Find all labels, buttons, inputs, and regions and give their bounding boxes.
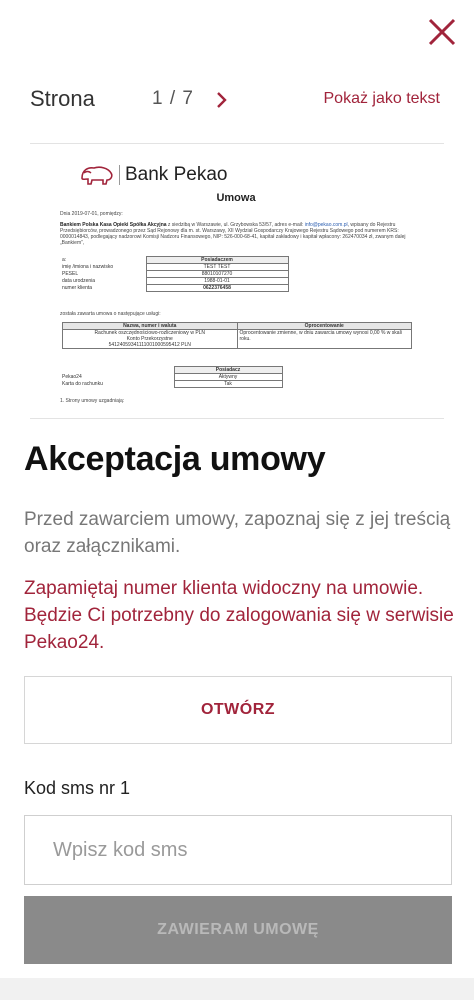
show-as-text-link[interactable]: Pokaż jako tekst bbox=[323, 90, 440, 107]
accept-contract-button[interactable]: ZAWIERAM UMOWĘ bbox=[24, 896, 452, 964]
bank-logo bbox=[80, 164, 227, 186]
close-icon bbox=[424, 14, 460, 50]
bison-logo-icon bbox=[80, 164, 114, 186]
page-counter: 1 / 7 bbox=[152, 88, 194, 109]
holder-table: a: Posiadaczem imię /imiona i nazwisko TEST TEST PESEL 88010107270 data urodzenia 1988-01-01 numer klienta 0622376458 bbox=[60, 256, 289, 292]
services-intro: została zawarta umowa o następujące usługi: bbox=[60, 311, 161, 317]
page-label: Strona bbox=[30, 86, 95, 111]
page-navigation bbox=[0, 80, 474, 120]
chevron-right-icon bbox=[212, 88, 232, 112]
bottom-bar bbox=[0, 978, 474, 1000]
intro-text: Przed zawarciem umowy, zapoznaj się z jej treścią oraz załącznikami. bbox=[24, 509, 451, 557]
open-document-button[interactable]: OTWÓRZ bbox=[24, 676, 452, 744]
sms-code-label: Kod sms nr 1 bbox=[24, 778, 131, 798]
document-parties: Bankiem Polska Kasa Opieki Spółka Akcyjna z siedzibą w Warszawie, ul. Grzybowska 53/57, adres e-mail: info@pekao.com.pl, wpisany do Rejestru Przedsiębiorców, prowadzonego przez Sąd Rejonowy dla m. st. Warszawy, XII Wydział Gospodarczy Krajowego Rejestru Sądowego pod numerem KRS: 0000014843, podlegający nadzorowi Komisji Nadzoru Finansowego, NIP: 526-000-68-41, kapitał zakładowy i kapitał wpłacony: 262470034 zł, zwanym dalej „Bankiem”, bbox=[60, 222, 406, 246]
divider bbox=[30, 143, 444, 144]
document-date: Dnia 2019-07-01, pomiędzy: bbox=[60, 211, 123, 217]
document-title: Umowa bbox=[216, 192, 256, 204]
services-table: Nazwa, numer i waluta Oprocentowanie Rachunek oszczędnościowo-rozliczeniowy w PLN Konto Przekorzystne 54124059341111001000595412 PLN Oprocentowanie zmienne, w dniu zawarcia umowy wynosi 0,00 % w skali roku. bbox=[62, 322, 412, 349]
sms-code-input[interactable] bbox=[24, 815, 452, 885]
client-number-warning: Zapamiętaj numer klienta widoczny na umowie. Będzie Ci potrzebny do zalogowania się w serwisie Pekao24. bbox=[24, 578, 454, 653]
divider bbox=[30, 418, 444, 419]
document-preview[interactable] bbox=[56, 160, 416, 410]
bank-name: Bank Pekao bbox=[125, 164, 228, 185]
page-title: Akceptacja umowy bbox=[24, 440, 326, 478]
next-page-button[interactable] bbox=[212, 88, 232, 112]
document-footer-line: 1. Strony umowy uzgadniają: bbox=[60, 398, 125, 404]
close-button[interactable] bbox=[424, 14, 460, 50]
holder-services-table: Posiadacz Pekao24 Aktywny Karta do rachunku Tak bbox=[60, 366, 283, 388]
